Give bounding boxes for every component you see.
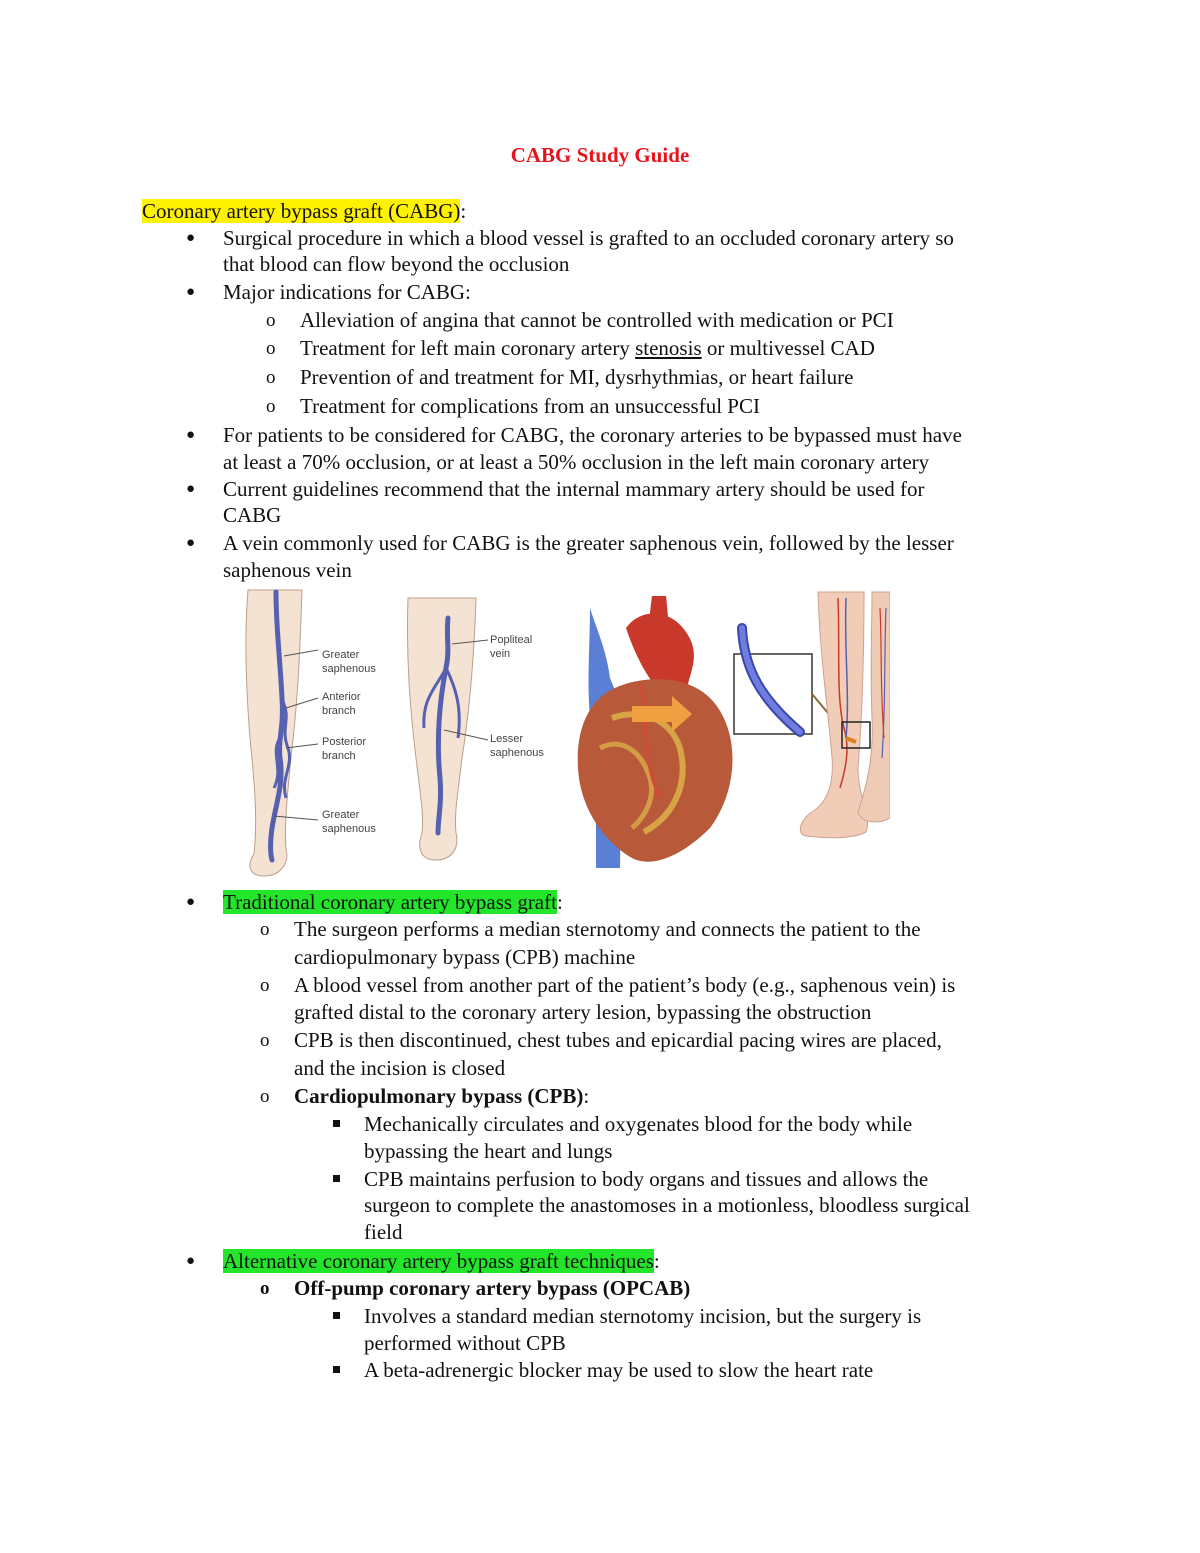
sub-bullet-text: The surgeon performs a median sternotomy and connects the patient to the (294, 917, 921, 941)
label-greater-saphenous-lower: Greater saphenous (322, 809, 376, 835)
bullet-text: Current guidelines recommend that the internal mammary artery should be used for (223, 477, 925, 501)
leg-front-illustration (246, 590, 318, 876)
text-segment: or multivessel CAD (701, 336, 875, 360)
label-anterior-branch: Anterior branch (322, 691, 361, 717)
heading-colon: : (556, 890, 563, 914)
bold-term: Off-pump coronary artery bypass (OPCAB) (294, 1276, 691, 1300)
sub-bullet-text: Alleviation of angina that cannot be controlled with medication or PCI (300, 308, 894, 332)
o-bullet-icon: o (266, 367, 276, 388)
bullet-icon: ● (186, 894, 196, 910)
o-bullet-icon: o (260, 1278, 270, 1299)
underlined-term: stenosis (635, 336, 702, 360)
sub-sub-bullet-text: bypassing the heart and lungs (364, 1139, 613, 1163)
bullet-text: A vein commonly used for CABG is the greater saphenous vein, followed by the lesser (223, 531, 954, 555)
leg-back-illustration (407, 598, 488, 860)
bullet-text: Surgical procedure in which a blood vessel is grafted to an occluded coronary artery so (223, 226, 954, 250)
sub-heading-cpb (294, 1083, 589, 1110)
sub-bullet-text: CPB is then discontinued, chest tubes and epicardial pacing wires are placed, (294, 1028, 942, 1052)
square-bullet-icon (333, 1366, 340, 1373)
bullet-icon: ● (186, 1253, 196, 1269)
o-bullet-icon: o (260, 919, 270, 940)
heart-illustration (578, 596, 733, 868)
bullet-text: that blood can flow beyond the occlusion (223, 252, 570, 276)
o-bullet-icon: o (260, 1086, 270, 1107)
sub-bullet-text: A blood vessel from another part of the patient’s body (e.g., saphenous vein) is (294, 973, 956, 997)
bullet-text: CABG (223, 503, 282, 527)
heading-highlight: Coronary artery bypass graft (CABG) (142, 199, 461, 223)
section-heading-cabg (142, 198, 466, 225)
square-bullet-icon (333, 1175, 340, 1182)
sub-sub-bullet-text: Mechanically circulates and oxygenates blood for the body while (364, 1112, 913, 1136)
o-bullet-icon: o (260, 1030, 270, 1051)
sub-bullet-text: grafted distal to the coronary artery lesion, bypassing the obstruction (294, 1000, 872, 1024)
sub-heading-opcab (294, 1275, 690, 1302)
text-segment: Treatment for left main coronary artery (300, 336, 636, 360)
sub-sub-bullet-text: A beta-adrenergic blocker may be used to slow the heart rate (364, 1358, 874, 1382)
bullet-icon: ● (186, 535, 196, 551)
heading-highlight: Alternative coronary artery bypass graft techniques (223, 1249, 654, 1273)
bullet-icon: ● (186, 427, 196, 443)
bullet-text: saphenous vein (223, 558, 352, 582)
sub-bullet-text (300, 335, 875, 362)
square-bullet-icon (333, 1312, 340, 1319)
sub-sub-bullet-text: surgeon to complete the anastomoses in a motionless, bloodless surgical (364, 1193, 970, 1217)
square-bullet-icon (333, 1120, 340, 1127)
sub-bullet-text: Treatment for complications from an unsuccessful PCI (300, 394, 760, 418)
sub-sub-bullet-text: Involves a standard median sternotomy incision, but the surgery is (364, 1304, 922, 1328)
bold-term: Cardiopulmonary bypass (CPB) (294, 1084, 584, 1108)
sub-sub-bullet-text: field (364, 1220, 403, 1244)
anatomy-figure (240, 588, 890, 880)
o-bullet-icon: o (260, 975, 270, 996)
o-bullet-icon: o (266, 396, 276, 417)
sub-sub-bullet-text: performed without CPB (364, 1331, 566, 1355)
section-heading-traditional (223, 889, 563, 916)
heading-highlight: Traditional coronary artery bypass graft (223, 890, 557, 914)
page-title: CABG Study Guide (510, 143, 690, 167)
sub-bullet-text: cardiopulmonary bypass (CPB) machine (294, 945, 636, 969)
bullet-icon: ● (186, 230, 196, 246)
label-lesser-saphenous: Lesser saphenous (490, 733, 544, 759)
bullet-icon: ● (186, 284, 196, 300)
bullet-text: For patients to be considered for CABG, the coronary arteries to be bypassed must have (223, 423, 962, 447)
label-posterior-branch: Posterior branch (322, 736, 367, 762)
section-heading-alternative (223, 1248, 660, 1275)
heading-colon: : (583, 1084, 590, 1108)
bullet-icon: ● (186, 481, 196, 497)
legs-pair-illustration (800, 592, 890, 838)
bullet-text: Major indications for CABG: (223, 280, 471, 304)
bullet-text: at least a 70% occlusion, or at least a 50% occlusion in the left main coronary artery (223, 450, 930, 474)
sub-bullet-text: Prevention of and treatment for MI, dysrhythmias, or heart failure (300, 365, 854, 389)
sub-sub-bullet-text: CPB maintains perfusion to body organs and tissues and allows the (364, 1167, 929, 1191)
sub-bullet-text: and the incision is closed (294, 1056, 506, 1080)
label-popliteal-vein: Popliteal vein (490, 634, 533, 660)
label-greater-saphenous: Greater saphenous (322, 649, 376, 675)
heading-colon: : (460, 199, 467, 223)
o-bullet-icon: o (266, 338, 276, 359)
heading-colon: : (653, 1249, 660, 1273)
o-bullet-icon: o (266, 310, 276, 331)
